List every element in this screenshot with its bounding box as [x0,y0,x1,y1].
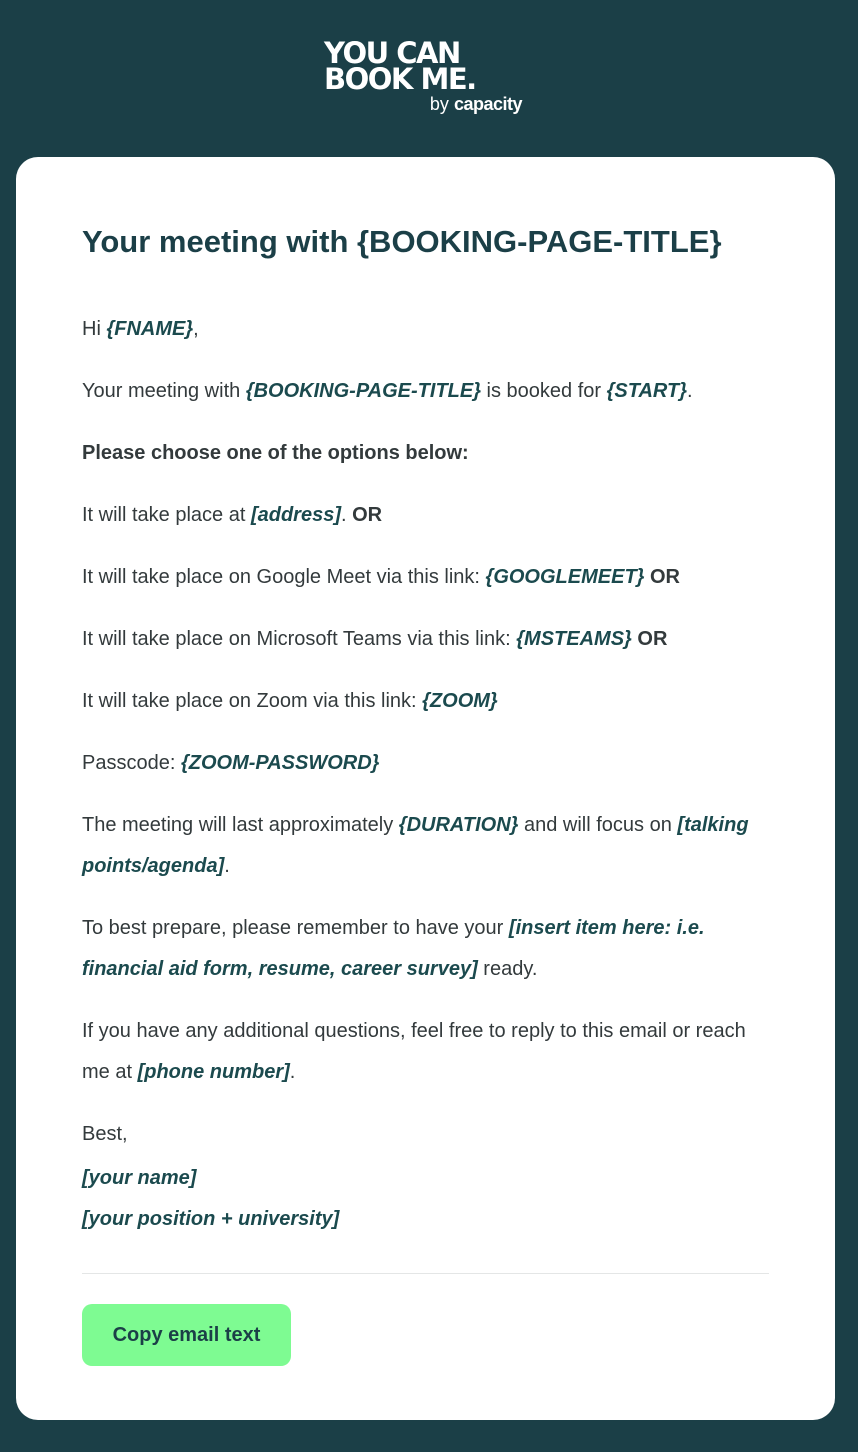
phone-placeholder: [phone number] [137,1061,290,1083]
booked-prefix: Your meeting with [82,380,246,402]
start-variable: {START} [606,380,688,402]
prepare-prefix: To best prepare, please remember to have your [82,917,509,939]
address-suffix: . [341,504,353,526]
googlemeet-variable: {GOOGLEMEET} [485,566,645,588]
teams-option-line [82,619,772,660]
booked-mid: is booked for [481,380,607,402]
booked-line [82,371,772,412]
duration-period: . [224,855,230,877]
prepare-item-placeholder: [insert item here: i.e. financial aid form, resume, career survey] [82,917,705,980]
ycbm-logo [324,36,534,118]
greeting-prefix: Hi [82,318,107,340]
zoom-variable: {ZOOM} [422,690,498,712]
fname-variable: {FNAME} [106,318,194,340]
logo-line-1: YOU CAN [324,36,460,70]
zoom-option-line [82,681,772,722]
greeting-suffix: , [193,318,199,340]
prepare-suffix: ready. [477,958,538,980]
or-label: OR [637,628,668,650]
meet-prefix: It will take place on Google Meet via this link: [82,566,486,588]
duration-prefix: The meeting will last approximately [82,814,399,836]
divider [82,1273,769,1274]
address-placeholder: [address] [250,504,341,526]
msteams-variable: {MSTEAMS} [516,628,632,650]
copy-email-text-button[interactable]: Copy email text [82,1304,291,1366]
prepare-line [82,908,772,990]
booking-title-variable: {BOOKING-PAGE-TITLE} [245,380,481,402]
signature-block [82,1114,772,1240]
logo-brand: capacity [453,94,522,114]
questions-period: . [289,1061,296,1083]
duration-line [82,805,772,887]
zoom-prefix: It will take place on Zoom via this link: [82,690,423,712]
position-placeholder: [your position + university] [82,1208,340,1230]
signoff: Best, [82,1123,128,1145]
passcode-line [82,743,772,784]
logo-line-2: BOOK ME. [324,62,476,96]
email-title: Your meeting with {BOOKING-PAGE-TITLE} [82,224,722,259]
passcode-prefix: Passcode: [82,752,181,774]
logo-byline [430,94,522,114]
address-option-line [82,495,772,536]
questions-prefix: If you have any additional questions, feel free to reply to this email or reach me at [82,1020,746,1083]
google-meet-option-line [82,557,772,598]
or-label: OR [650,566,680,588]
duration-mid: and will focus on [518,814,678,836]
choose-options-line: Please choose one of the options below: [82,442,469,464]
name-placeholder: [your name] [82,1167,197,1189]
greeting-line [82,309,772,350]
booked-suffix: . [687,380,693,402]
email-body [82,217,772,1240]
questions-line [82,1011,772,1093]
logo-by: by [429,94,449,114]
agenda-placeholder: [talking points/agenda] [82,814,749,877]
or-label: OR [352,504,383,526]
email-template-card [16,157,835,1420]
address-prefix: It will take place at [82,504,251,526]
duration-variable: {DURATION} [398,814,519,836]
zoom-password-variable: {ZOOM-PASSWORD} [180,752,380,774]
teams-prefix: It will take place on Microsoft Teams via this link: [82,628,517,650]
